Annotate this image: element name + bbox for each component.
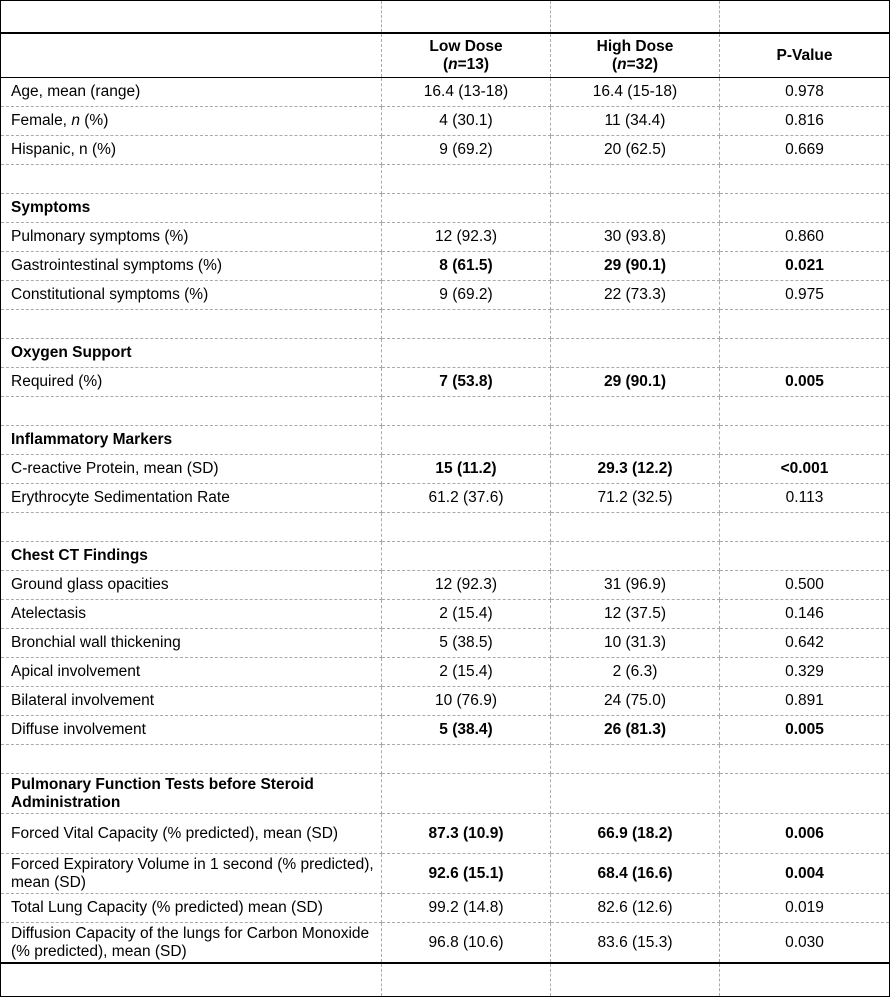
section-header-row: [1, 339, 890, 368]
table-row: Bilateral involvement 10 (76.9) 24 (75.0) 0.891: [1, 687, 890, 716]
spacer-row: [1, 310, 890, 339]
table-row: Erythrocyte Sedimentation Rate 61.2 (37.6) 71.2 (32.5) 0.113: [1, 484, 890, 513]
table-row: Apical involvement 2 (15.4) 2 (6.3) 0.329: [1, 658, 890, 687]
table-row: Ground glass opacities 12 (92.3) 31 (96.9) 0.500: [1, 571, 890, 600]
section-header-row: [1, 774, 890, 814]
high-dose-header: High Dose (n=32): [551, 33, 720, 78]
table-row: Total Lung Capacity (% predicted) mean (SD) 99.2 (14.8) 82.6 (12.6) 0.019: [1, 894, 890, 923]
table-row: Pulmonary symptoms (%) 12 (92.3) 30 (93.8) 0.860: [1, 223, 890, 252]
table-row: Bronchial wall thickening 5 (38.5) 10 (31.3) 0.642: [1, 629, 890, 658]
p-value-header: P-Value: [720, 33, 890, 78]
table-row: Forced Expiratory Volume in 1 second (% predicted), mean (SD) 92.6 (15.1) 68.4 (16.6) 0.004: [1, 854, 890, 894]
spacer-row: [1, 513, 890, 542]
section-title: Chest CT Findings: [1, 542, 382, 571]
empty-bottom-row: [1, 963, 890, 997]
section-header-row: [1, 542, 890, 571]
table-row: Hispanic, n (%) 9 (69.2) 20 (62.5) 0.669: [1, 136, 890, 165]
empty-top-row: [1, 1, 890, 34]
table-row: Atelectasis 2 (15.4) 12 (37.5) 0.146: [1, 600, 890, 629]
table-row: Diffuse involvement 5 (38.4) 26 (81.3) 0.005: [1, 716, 890, 745]
spacer-row: [1, 745, 890, 774]
section-title: Symptoms: [1, 194, 382, 223]
spacer-row: [1, 397, 890, 426]
table-row: Gastrointestinal symptoms (%) 8 (61.5) 29 (90.1) 0.021: [1, 252, 890, 281]
table-row: Female, n (%) 4 (30.1) 11 (34.4) 0.816: [1, 107, 890, 136]
section-title: Pulmonary Function Tests before Steroid Administration: [1, 774, 382, 814]
table-row: Constitutional symptoms (%) 9 (69.2) 22 (73.3) 0.975: [1, 281, 890, 310]
table-row: Required (%) 7 (53.8) 29 (90.1) 0.005: [1, 368, 890, 397]
column-header-row: [1, 33, 890, 78]
spacer-row: [1, 165, 890, 194]
low-dose-header: Low Dose (n=13): [382, 33, 551, 78]
table-row: Diffusion Capacity of the lungs for Carbon Monoxide (% predicted), mean (SD) 96.8 (10.6) 83.6 (15.3) 0.030: [1, 923, 890, 964]
section-header-row: [1, 426, 890, 455]
table-row: Forced Vital Capacity (% predicted), mean (SD) 87.3 (10.9) 66.9 (18.2) 0.006: [1, 814, 890, 854]
section-title: Inflammatory Markers: [1, 426, 382, 455]
section-header-row: [1, 194, 890, 223]
table-row: C-reactive Protein, mean (SD) 15 (11.2) 29.3 (12.2) <0.001: [1, 455, 890, 484]
section-title: Oxygen Support: [1, 339, 382, 368]
table-row: Age, mean (range) 16.4 (13-18) 16.4 (15-18) 0.978: [1, 78, 890, 107]
